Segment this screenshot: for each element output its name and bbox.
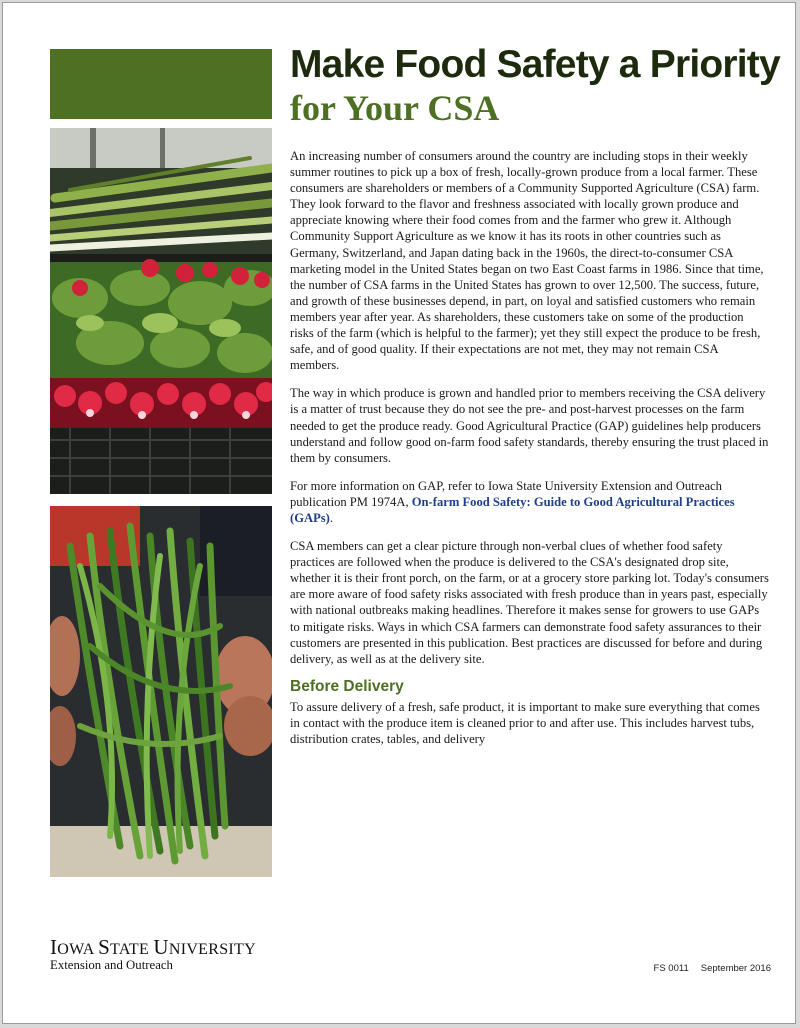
gap-trust-paragraph: The way in which produce is grown and handled prior to members receiving the CSA delivery is a matter of trust because they do not see the pre- and post-harvest processes on the farm needed to get the produce ready. Good Agricultural Practice (GAP) guidelines help producers understand and follow good on-farm food safety standards, thereby ensuring the trust placed in them by consumers. xyxy=(290,386,769,465)
more-info-end: . xyxy=(329,510,334,525)
more-info-paragraph xyxy=(290,478,770,526)
publication-code: FS 0011 xyxy=(653,963,689,974)
csa-members-paragraph: CSA members can get a clear picture through non-verbal clues of whether food safety practices are followed when the produce is delivered to the CSA's designated drop site, whether it is their front porch, on the farm, or at a grocery store parking lot. Today's consumers are more aware of food safety risks associated with fresh produce than in years past, especially with national outbreaks making headlines. Therefore it makes sense for growers to use GAPs to mitigate risks. Ways in which CSA farmers can demonstrate food safety assurances to their customers are presented in this publication. Best practices are discussed for before and during delivery, as well as at the delivery site. xyxy=(290,539,769,666)
intro-paragraph: An increasing number of consumers around the country are including stops in their weekly summer routines to pick up a box of fresh, locally-grown produce from a local farmer. These consumers are shareholders or members of a Community Supported Agriculture (CSA) farm. They look forward to the flavor and freshness associated with locally grown produce and appreciate knowing where their food comes from and the farmer who grew it. Although Community Support Agriculture as we know it has its roots in other countries such as Germany, Switzerland, and Japan dating back in the 1960s, the direct-to-consumer CSA marketing model in the United States began on two East Coast farms in 1986. Since that time, the number of CSA farms in the United States has grown to over 12,500. The success, future, and growth of these businesses depend, in part, on loyal and satisfied customers who remain members year after year. As shareholders, these customers take on some of the production risks of the farm (which is helpful to the farmer); yet they still expect the produce to be fresh, safe, and of good quality. If their expectations are not met, they may not remain CSA members. xyxy=(290,149,764,373)
logo-initial-s: S xyxy=(98,935,111,959)
logo-word-niversity: NIVERSITY xyxy=(168,941,256,958)
page-subtitle: for Your CSA xyxy=(290,88,500,128)
document-page xyxy=(2,2,796,1024)
page-title: Make Food Safety a Priority xyxy=(290,43,780,86)
green-beans-photo xyxy=(50,506,272,877)
header-green-bar xyxy=(50,49,272,119)
before-delivery-paragraph: To assure delivery of a fresh, safe product, it is important to make sure everything that comes in contact with the produce item is cleaned prior to and after use. This includes harvest tubs, distribution crates, tables, and delivery xyxy=(290,699,760,747)
before-delivery-heading: Before Delivery xyxy=(290,677,404,695)
onions-radishes-photo xyxy=(50,128,272,494)
logo-initial-u: U xyxy=(153,935,169,959)
isu-logo-subtitle: Extension and Outreach xyxy=(50,958,173,972)
logo-initial-i: I xyxy=(50,935,58,959)
publication-info xyxy=(654,963,771,974)
logo-word-owa: OWA xyxy=(57,941,99,958)
gap-guide-link[interactable]: On-farm Food Safety: Guide to Good Agricultural Practices (GAPs) xyxy=(290,494,735,525)
more-info-text: For more information on GAP, refer to Iowa State University Extension and Outreach publication PM 1974A, xyxy=(290,478,722,509)
publication-date: September 2016 xyxy=(700,963,771,974)
article-body xyxy=(290,148,770,759)
isu-logo xyxy=(50,935,256,960)
logo-word-tate: TATE xyxy=(110,941,154,958)
